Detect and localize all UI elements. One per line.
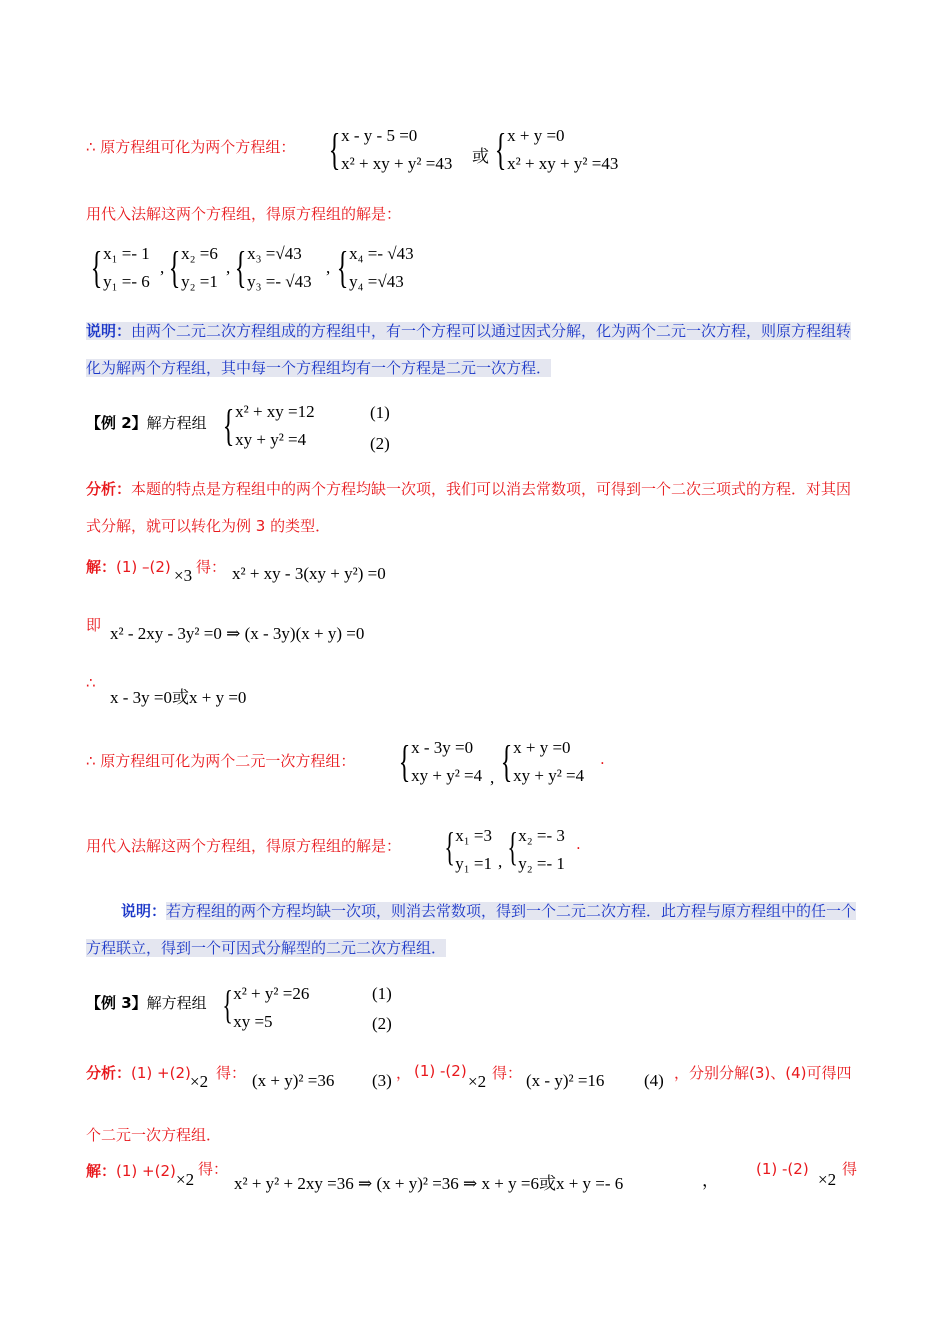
solution-3 [230, 240, 312, 296]
solution-x: x₁ =- 1 [103, 244, 150, 263]
solution-x: x₂ =- 3 [518, 826, 565, 845]
equation: xy + y² =4 [411, 766, 483, 785]
example-text: 解方程组 [146, 414, 207, 432]
example-label: 【例 2】 [86, 414, 147, 432]
brace: { [507, 824, 518, 869]
times-2: ×2 [818, 1170, 837, 1189]
equation: xy + y² =4 [235, 430, 307, 449]
step: (1) -(2) [414, 1062, 467, 1080]
brace: { [494, 125, 507, 174]
times-2: ×2 [176, 1170, 195, 1189]
de-text: 得 [842, 1160, 858, 1178]
comma: , [490, 768, 495, 787]
solution-x: x₂ =6 [181, 244, 218, 263]
equation: x² - 2xy - 3y² =0 ⇒ (x - 3y)(x + y) =0 [110, 624, 365, 643]
linear-system-b [496, 734, 584, 790]
note-text: 由两个二元二次方程组成的方程组中，有一个方程可以通过因式分解，化为两个二元一次方程，则原方程组转化为解两个方程组，其中每一个方程组均有一个方程是二元一次方程． [86, 322, 852, 377]
brace: { [222, 982, 233, 1027]
solution-y: y₂ =- 1 [518, 854, 565, 873]
solution-y: y₃ =- √43 [247, 272, 312, 291]
reduce-intro-1: ∴ 原方程组可化为两个方程组： [86, 138, 296, 156]
equation: (x + y)² =36 [252, 1071, 335, 1090]
solution-2 [164, 240, 218, 296]
times-2: ×2 [468, 1072, 487, 1091]
brace: { [328, 125, 341, 174]
note-label: 说明： [86, 322, 132, 340]
brace: { [234, 243, 247, 292]
analysis-line2: 个二元一次方程组． [86, 1126, 222, 1144]
equation: xy + y² =4 [513, 766, 585, 785]
equation-system-a [324, 122, 452, 178]
step: (1) +(2) [116, 1162, 176, 1180]
solution-y: y₂ =1 [181, 272, 218, 291]
linear-system-a [394, 734, 482, 790]
times-3: ×3 [174, 566, 193, 585]
equation-tag: (2) [370, 434, 390, 453]
equation: x - 3y =0 [411, 738, 474, 757]
equation: xy =5 [233, 1012, 273, 1031]
analysis-3-label [86, 1062, 191, 1083]
brace: { [500, 737, 513, 786]
analysis-text: 本题的特点是方程组中的两个方程均缺一次项，我们可以消去常数项，可得到一个二次三项式的方程．对其因式分解，就可以转化为例 3 的类型． [86, 480, 852, 535]
step: (1) +(2) [131, 1064, 191, 1082]
brace: { [336, 243, 349, 292]
substitution-intro-1: 用代入法解这两个方程组，得原方程组的解是： [86, 205, 402, 223]
solution-a [440, 822, 492, 878]
step: (1) –(2) [116, 558, 171, 576]
solution-label: 解： [86, 558, 117, 576]
comma: , [160, 258, 165, 277]
brace: { [398, 737, 411, 786]
note-2 [86, 893, 864, 967]
comma: , [226, 258, 231, 277]
example-3-heading [86, 992, 207, 1013]
de-text: 得： [198, 1160, 229, 1178]
solution-y: y₄ =√43 [349, 272, 404, 291]
period: . [600, 750, 605, 768]
reduce-intro-2: ∴ 原方程组可化为两个二元一次方程组： [86, 752, 356, 770]
equation: x² + y² =26 [233, 984, 310, 1003]
de-text: 得： [492, 1064, 523, 1082]
brace: { [222, 401, 235, 450]
equation: x² + xy + y² =43 [507, 154, 619, 173]
comma: , [498, 852, 503, 871]
equation: x² + xy =12 [235, 402, 315, 421]
equation-tag: (1) [370, 403, 390, 422]
example-2-heading [86, 412, 207, 433]
equation: x + y =0 [507, 126, 565, 145]
times-2: ×2 [190, 1072, 209, 1091]
note-label: 说明： [121, 902, 167, 920]
solution-label: 解： [86, 1162, 117, 1180]
solution-1 [86, 240, 150, 296]
equation-tag: (2) [372, 1014, 392, 1033]
comma: ， [702, 1171, 719, 1190]
solution-y: y₁ =1 [455, 854, 492, 873]
step: (1) -(2) [756, 1160, 809, 1178]
analysis-label: 分析： [86, 480, 132, 498]
example-label: 【例 3】 [86, 994, 147, 1012]
de-text: 得： [216, 1064, 247, 1082]
brace: { [90, 243, 103, 292]
solution-b [503, 822, 565, 878]
equation-tag: (3) [372, 1071, 392, 1090]
analysis-tail: ，分别分解(3)、(4)可得四 [674, 1064, 852, 1082]
equation: x² + xy - 3(xy + y²) =0 [232, 564, 386, 583]
solution-x: x₃ =√43 [247, 244, 302, 263]
example-3-system [218, 980, 309, 1036]
solution-x: x₄ =- √43 [349, 244, 414, 263]
equation-tag: (4) [644, 1071, 664, 1090]
brace: { [444, 824, 455, 869]
period: . [576, 835, 581, 853]
solution-3-step [86, 1160, 176, 1181]
analysis-2 [86, 471, 864, 545]
therefore-symbol: ∴ [86, 674, 96, 692]
equation: x² + y² + 2xy =36 ⇒ (x + y)² =36 ⇒ x + y =6或x + y =- 6 [234, 1174, 624, 1193]
equation: x - y - 5 =0 [341, 126, 418, 145]
equation: x - 3y =0或x + y =0 [110, 688, 247, 707]
example-2-system [218, 398, 315, 454]
de-text: 得： [196, 558, 227, 576]
solution-x: x₁ =3 [455, 826, 492, 845]
equation-system-b [490, 122, 618, 178]
equation: x + y =0 [513, 738, 571, 757]
solution-2-step [86, 556, 171, 577]
equation: (x - y)² =16 [526, 1071, 605, 1090]
analysis-label: 分析： [86, 1064, 132, 1082]
ji-text: 即 [86, 616, 102, 634]
or-text: 或 [472, 147, 489, 167]
equation-tag: (1) [372, 984, 392, 1003]
comma: , [326, 258, 331, 277]
equation: x² + xy + y² =43 [341, 154, 453, 173]
solution-y: y₁ =- 6 [103, 272, 150, 291]
note-text: 若方程组的两个方程均缺一次项，则消去常数项，得到一个二元二次方程．此方程与原方程组中的任一个方程联立，得到一个可因式分解型的二元二次方程组． [86, 902, 857, 957]
solution-4 [332, 240, 414, 296]
example-text: 解方程组 [146, 994, 207, 1012]
note-1 [86, 313, 864, 387]
brace: { [168, 243, 181, 292]
substitution-intro-2: 用代入法解这两个方程组，得原方程组的解是： [86, 837, 402, 855]
comma: ， [396, 1064, 412, 1082]
